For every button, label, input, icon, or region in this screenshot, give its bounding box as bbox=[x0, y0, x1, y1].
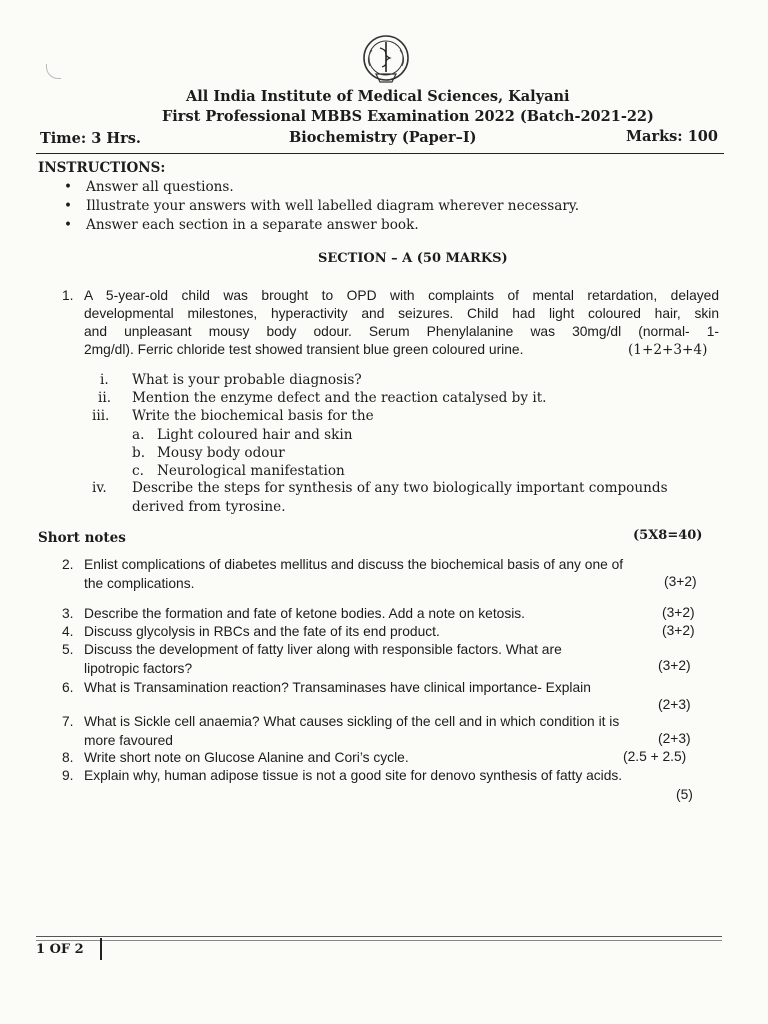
subquestion-number: iv. bbox=[92, 480, 107, 496]
subquestion-text: What is your probable diagnosis? bbox=[132, 372, 362, 388]
question-marks: (3+2) bbox=[662, 605, 695, 620]
subsub-number: a. bbox=[132, 427, 145, 443]
subsub-number: b. bbox=[132, 445, 146, 461]
q1-line: 2mg/dl). Ferric chloride test showed transient blue green coloured urine. bbox=[84, 342, 524, 357]
header-divider bbox=[36, 153, 724, 154]
scan-smudge bbox=[46, 64, 61, 79]
total-marks: Marks: 100 bbox=[626, 128, 718, 145]
question-number: 9. bbox=[62, 768, 74, 783]
question-text: Describe the formation and fate of ketone bodies. Add a note on ketosis. bbox=[84, 606, 526, 621]
footer-divider bbox=[36, 940, 722, 941]
instruction-item: • Answer each section in a separate answer book. bbox=[86, 217, 419, 233]
exam-time: Time: 3 Hrs. bbox=[40, 130, 141, 147]
question-marks: (3+2) bbox=[658, 658, 691, 673]
question-number: 8. bbox=[62, 750, 74, 765]
question-text: What is Transamination reaction? Transaminases have clinical importance- Explain bbox=[84, 680, 591, 695]
subquestion-text: Write the biochemical basis for the bbox=[132, 408, 374, 424]
exam-title: First Professional MBBS Examination 2022 (Batch-2021-22) bbox=[162, 108, 654, 125]
footer-divider bbox=[36, 936, 722, 937]
question-text: Explain why, human adipose tissue is not a good site for denovo synthesis of fatty acids. bbox=[84, 768, 623, 783]
question-number: 1. bbox=[62, 288, 74, 303]
question-number: 7. bbox=[62, 714, 74, 729]
question-text: Write short note on Glucose Alanine and Cori’s cycle. bbox=[84, 750, 409, 765]
question-text: lipotropic factors? bbox=[84, 661, 193, 676]
subquestion-text: Describe the steps for synthesis of any two biologically important compounds bbox=[132, 480, 668, 496]
question-marks: (2.5 + 2.5) bbox=[623, 749, 687, 764]
question-text: Discuss the development of fatty liver along with responsible factors. What are bbox=[84, 642, 562, 657]
instruction-item: • Answer all questions. bbox=[86, 179, 234, 195]
question-marks: (5) bbox=[676, 787, 693, 802]
question-marks: (2+3) bbox=[658, 731, 691, 746]
subquestion-number: ii. bbox=[98, 390, 112, 406]
question-number: 2. bbox=[62, 557, 74, 572]
question-number: 3. bbox=[62, 606, 74, 621]
section-a-title: SECTION – A (50 MARKS) bbox=[318, 251, 508, 266]
question-text: more favoured bbox=[84, 733, 173, 748]
page-number-bar bbox=[100, 938, 102, 960]
q1-line: and unpleasant mousy body odour. Serum Phenylalanine was 30mg/dl (normal- 1- bbox=[84, 324, 719, 339]
q1-line: A 5-year-old child was brought to OPD with complaints of mental retardation, delayed bbox=[84, 288, 719, 303]
q1-marks: (1+2+3+4) bbox=[628, 342, 708, 358]
question-marks: (3+2) bbox=[664, 574, 697, 589]
question-marks: (2+3) bbox=[658, 697, 691, 712]
subquestion-text: Mention the enzyme defect and the reaction catalysed by it. bbox=[132, 390, 547, 406]
subsub-number: c. bbox=[132, 463, 144, 479]
paper-title: Biochemistry (Paper–I) bbox=[289, 129, 477, 146]
subquestion-number: i. bbox=[100, 372, 109, 388]
page-number: 1 OF 2 bbox=[36, 942, 84, 957]
instructions-title: INSTRUCTIONS: bbox=[38, 160, 166, 176]
institute-name: All India Institute of Medical Sciences, Kalyani bbox=[186, 88, 570, 105]
question-text: Enlist complications of diabetes mellitus and discuss the biochemical basis of any one of bbox=[84, 557, 624, 572]
subquestion-number: iii. bbox=[92, 408, 110, 424]
question-text: the complications. bbox=[84, 576, 195, 591]
short-notes-marks: (5X8=40) bbox=[633, 528, 703, 543]
short-notes-title: Short notes bbox=[38, 530, 126, 546]
question-number: 6. bbox=[62, 680, 74, 695]
aiims-emblem-icon bbox=[356, 32, 416, 88]
subquestion-text: derived from tyrosine. bbox=[132, 499, 286, 515]
subsub-text: Light coloured hair and skin bbox=[157, 427, 353, 443]
question-number: 5. bbox=[62, 642, 74, 657]
instruction-item: • Illustrate your answers with well labelled diagram wherever necessary. bbox=[86, 198, 579, 214]
q1-line: developmental milestones, hyperactivity and seizures. Child had light coloured hair, skin bbox=[84, 306, 719, 321]
question-number: 4. bbox=[62, 624, 74, 639]
subsub-text: Neurological manifestation bbox=[157, 463, 345, 479]
subsub-text: Mousy body odour bbox=[157, 445, 285, 461]
question-text: Discuss glycolysis in RBCs and the fate of its end product. bbox=[84, 624, 440, 639]
question-text: What is Sickle cell anaemia? What causes sickling of the cell and in which condition it is bbox=[84, 714, 620, 729]
question-marks: (3+2) bbox=[662, 623, 695, 638]
